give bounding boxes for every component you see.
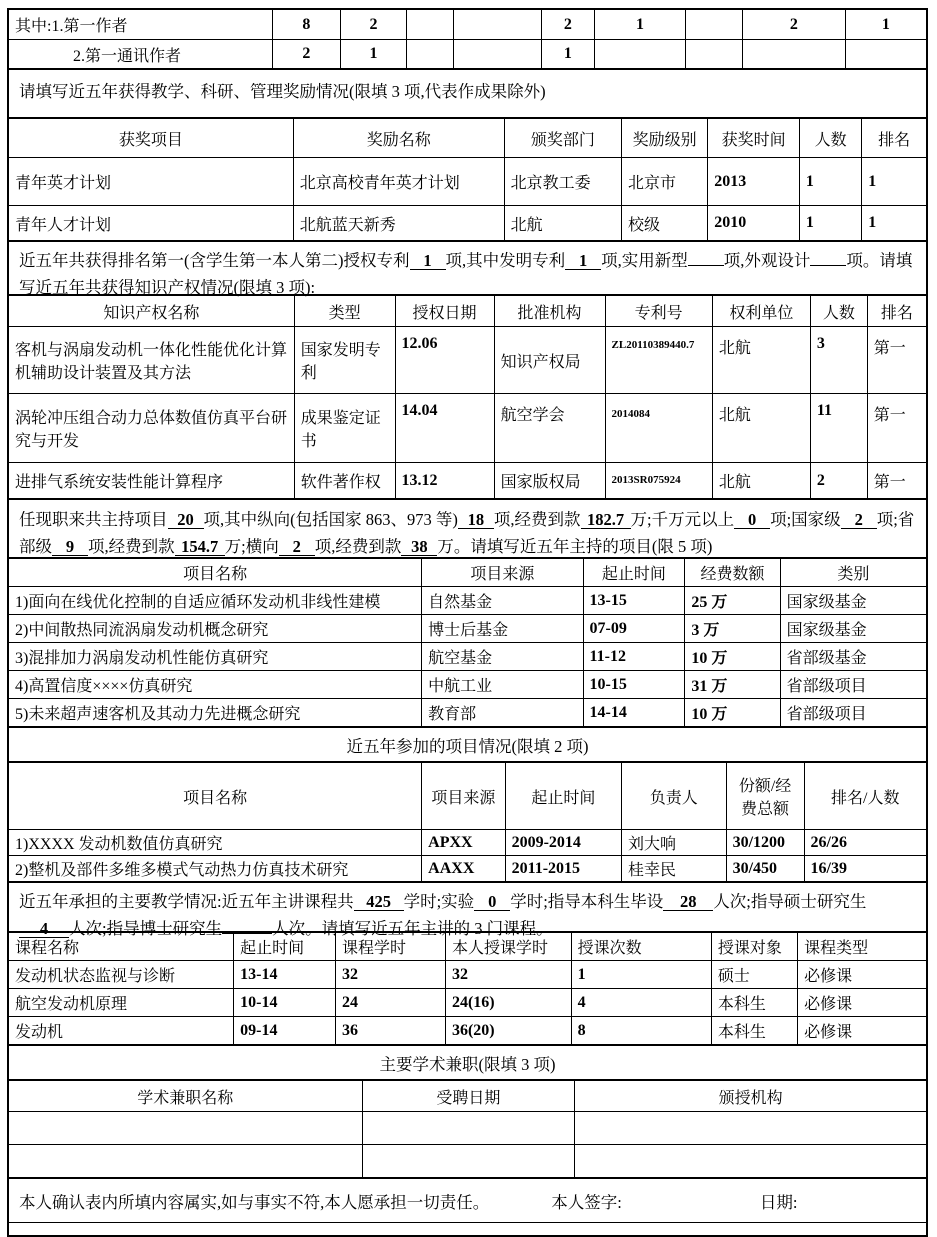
table-header-row bbox=[9, 763, 926, 830]
hosted-projects-table bbox=[9, 558, 926, 727]
table-cell: 必修课 bbox=[798, 1017, 926, 1045]
table-cell: 26/26 bbox=[804, 830, 926, 856]
table-cell: 1)XXXX 发动机数值仿真研究 bbox=[9, 830, 422, 856]
table-cell: 10-14 bbox=[234, 989, 336, 1017]
teaching-intro-paragraph bbox=[9, 882, 926, 938]
blank-field: 38 bbox=[401, 538, 437, 556]
paragraph-text: 项,经费到款 bbox=[88, 537, 175, 556]
row-label: 其中:1.第一作者 bbox=[9, 10, 272, 40]
table-cell: 13-14 bbox=[234, 961, 336, 989]
table-cell: 刘大响 bbox=[622, 830, 727, 856]
paragraph-text: 项。请填写近五年共获得知识产权情况(限填 3 项): bbox=[19, 251, 913, 297]
patent-number-cell: 2013SR075924 bbox=[605, 463, 712, 499]
paragraph-text: 项,外观设计 bbox=[723, 251, 811, 270]
table-cell: 3 万 bbox=[685, 615, 780, 643]
table-cell bbox=[454, 10, 541, 40]
table-cell: 2 bbox=[810, 463, 867, 499]
hosted-intro-paragraph bbox=[9, 499, 926, 558]
table-cell: 省部级项目 bbox=[780, 699, 926, 727]
table-cell: 24(16) bbox=[445, 989, 571, 1017]
header-cell: 授课次数 bbox=[571, 933, 711, 961]
table-row bbox=[9, 830, 926, 856]
table-cell: 软件著作权 bbox=[294, 463, 395, 499]
paragraph-text: 人次;指导博士研究生 bbox=[69, 919, 223, 938]
table-cell: 北京教工委 bbox=[504, 158, 621, 206]
header-cell: 排名/人数 bbox=[804, 763, 926, 830]
header-cell: 课程名称 bbox=[9, 933, 234, 961]
paragraph-text: 近五年承担的主要教学情况:近五年主讲课程共 bbox=[19, 892, 354, 911]
header-cell: 起止时间 bbox=[234, 933, 336, 961]
header-cell: 学术兼职名称 bbox=[9, 1081, 362, 1112]
posts-section-title: 主要学术兼职(限填 3 项) bbox=[9, 1045, 926, 1080]
paragraph-text: 项,其中发明专利 bbox=[445, 251, 566, 270]
table-cell: 省部级基金 bbox=[780, 643, 926, 671]
paragraph-text: 学时;实验 bbox=[403, 892, 475, 911]
table-header-row bbox=[9, 559, 926, 587]
table-cell: 2 bbox=[743, 10, 846, 40]
header-cell: 颁授机构 bbox=[575, 1081, 926, 1112]
blank-field: 1 bbox=[565, 252, 601, 270]
table-cell: 07-09 bbox=[583, 615, 685, 643]
table-cell: 发动机 bbox=[9, 1017, 234, 1045]
table-cell: 航空发动机原理 bbox=[9, 989, 234, 1017]
table-cell: 3 bbox=[810, 327, 867, 394]
table-cell bbox=[362, 1145, 575, 1178]
table-cell: 客机与涡扇发动机一体化性能优化计算机辅助设计装置及其方法 bbox=[9, 327, 294, 394]
table-cell: APXX bbox=[422, 830, 505, 856]
blank-field: 2 bbox=[841, 511, 877, 529]
table-cell: 1 bbox=[845, 10, 926, 40]
table-cell bbox=[9, 1145, 362, 1178]
table-cell: 本科生 bbox=[711, 1017, 797, 1045]
academic-posts-table bbox=[9, 1080, 926, 1178]
blank-field: 182.7 bbox=[581, 511, 631, 529]
table-cell: 省部级项目 bbox=[780, 671, 926, 699]
table-row bbox=[9, 327, 926, 394]
table-row bbox=[9, 206, 926, 241]
header-cell: 人数 bbox=[810, 296, 867, 327]
table-cell bbox=[595, 40, 686, 69]
header-cell: 知识产权名称 bbox=[9, 296, 294, 327]
table-cell: 航空基金 bbox=[422, 643, 583, 671]
table-cell: 博士后基金 bbox=[422, 615, 583, 643]
table-row bbox=[9, 615, 926, 643]
table-cell: 国家发明专利 bbox=[294, 327, 395, 394]
patent-number-cell: 2014084 bbox=[605, 394, 712, 463]
header-cell: 负责人 bbox=[622, 763, 727, 830]
header-cell: 获奖时间 bbox=[708, 119, 800, 158]
header-cell: 类别 bbox=[780, 559, 926, 587]
table-cell: 8 bbox=[272, 10, 340, 40]
header-cell: 权利单位 bbox=[712, 296, 810, 327]
table-header-row bbox=[9, 1081, 926, 1112]
table-cell: 14.04 bbox=[395, 394, 494, 463]
date-label: 日期: bbox=[759, 1193, 798, 1212]
table-cell: 知识产权局 bbox=[494, 327, 605, 394]
table-cell: 16/39 bbox=[804, 856, 926, 882]
table-cell: 32 bbox=[445, 961, 571, 989]
table-cell bbox=[685, 40, 742, 69]
table-cell: 2010 bbox=[708, 206, 800, 241]
table-cell: 国家版权局 bbox=[494, 463, 605, 499]
table-cell: 必修课 bbox=[798, 961, 926, 989]
table-cell: 4)高置信度××××仿真研究 bbox=[9, 671, 422, 699]
header-cell: 人数 bbox=[799, 119, 861, 158]
table-cell: 2013 bbox=[708, 158, 800, 206]
table-cell: 硕士 bbox=[711, 961, 797, 989]
blank-field: 18 bbox=[458, 511, 494, 529]
paragraph-text: 项,其中纵向(包括国家 863、973 等) bbox=[203, 510, 458, 529]
header-cell: 经费数额 bbox=[685, 559, 780, 587]
paragraph-text: 近五年共获得排名第一(含学生第一本人第二)授权专利 bbox=[19, 251, 410, 270]
table-cell: 青年人才计划 bbox=[9, 206, 293, 241]
table-cell: 中航工业 bbox=[422, 671, 583, 699]
table-cell: 北航 bbox=[504, 206, 621, 241]
table-row bbox=[9, 856, 926, 882]
bottom-partial-row bbox=[9, 1223, 926, 1235]
header-cell: 起止时间 bbox=[505, 763, 621, 830]
paragraph-text: 万;横向 bbox=[224, 537, 279, 556]
header-cell: 奖励名称 bbox=[293, 119, 504, 158]
blank-field bbox=[688, 265, 724, 266]
header-cell: 份额/经费总额 bbox=[726, 763, 804, 830]
table-cell: 32 bbox=[335, 961, 445, 989]
blank-field: 0 bbox=[734, 511, 770, 529]
paragraph-text: 学时;指导本科生毕设 bbox=[510, 892, 664, 911]
table-cell: 10 万 bbox=[685, 699, 780, 727]
table-cell bbox=[743, 40, 846, 69]
table-row bbox=[9, 10, 926, 40]
table-cell: 进排气系统安装性能计算程序 bbox=[9, 463, 294, 499]
table-row bbox=[9, 699, 926, 727]
table-cell: 10-15 bbox=[583, 671, 685, 699]
awards-table bbox=[9, 118, 926, 241]
table-cell: 11-12 bbox=[583, 643, 685, 671]
table-cell: 2011-2015 bbox=[505, 856, 621, 882]
table-row bbox=[9, 1112, 926, 1145]
header-cell: 受聘日期 bbox=[362, 1081, 575, 1112]
table-cell: 必修课 bbox=[798, 989, 926, 1017]
courses-table bbox=[9, 932, 926, 1045]
table-header-row bbox=[9, 119, 926, 158]
participated-projects-table bbox=[9, 762, 926, 882]
ip-intro-paragraph bbox=[9, 241, 926, 295]
table-cell bbox=[454, 40, 541, 69]
table-row bbox=[9, 989, 926, 1017]
blank-field: 1 bbox=[410, 252, 446, 270]
table-cell: 3)混排加力涡扇发动机性能仿真研究 bbox=[9, 643, 422, 671]
table-cell: 8 bbox=[571, 1017, 711, 1045]
header-cell: 授权日期 bbox=[395, 296, 494, 327]
paragraph-text: 人次;指导硕士研究生 bbox=[713, 892, 867, 911]
table-cell: 25 万 bbox=[685, 587, 780, 615]
table-row bbox=[9, 463, 926, 499]
table-cell: 北航 bbox=[712, 394, 810, 463]
header-cell: 排名 bbox=[867, 296, 926, 327]
table-cell: 1 bbox=[340, 40, 406, 69]
table-row bbox=[9, 1017, 926, 1045]
table-cell: 1 bbox=[571, 961, 711, 989]
authorship-table bbox=[9, 10, 926, 69]
table-cell: 北京高校青年英才计划 bbox=[293, 158, 504, 206]
table-cell: 09-14 bbox=[234, 1017, 336, 1045]
table-cell: 12.06 bbox=[395, 327, 494, 394]
table-cell: 11 bbox=[810, 394, 867, 463]
table-row bbox=[9, 394, 926, 463]
blank-field: 4 bbox=[19, 920, 69, 938]
awards-intro-paragraph: 请填写近五年获得教学、科研、管理奖励情况(限填 3 项,代表作成果除外) bbox=[9, 69, 926, 118]
table-row bbox=[9, 40, 926, 69]
header-cell: 本人授课学时 bbox=[445, 933, 571, 961]
table-cell bbox=[575, 1112, 926, 1145]
table-cell: 5)未来超声速客机及其动力先进概念研究 bbox=[9, 699, 422, 727]
table-cell: 自然基金 bbox=[422, 587, 583, 615]
table-cell: 国家级基金 bbox=[780, 615, 926, 643]
table-cell bbox=[407, 40, 454, 69]
table-cell: 2 bbox=[272, 40, 340, 69]
table-row bbox=[9, 158, 926, 206]
table-cell: 国家级基金 bbox=[780, 587, 926, 615]
table-cell: 第一 bbox=[867, 394, 926, 463]
table-cell: AAXX bbox=[422, 856, 505, 882]
header-cell: 专利号 bbox=[605, 296, 712, 327]
paragraph-text: 项,经费到款 bbox=[493, 510, 581, 529]
table-cell: 北航蓝天新秀 bbox=[293, 206, 504, 241]
blank-field: 2 bbox=[279, 538, 315, 556]
table-cell: 2009-2014 bbox=[505, 830, 621, 856]
blank-field: 154.7 bbox=[175, 538, 225, 556]
header-cell: 颁奖部门 bbox=[504, 119, 621, 158]
header-cell: 课程类型 bbox=[798, 933, 926, 961]
table-cell: 13-15 bbox=[583, 587, 685, 615]
header-cell: 项目来源 bbox=[422, 763, 505, 830]
paragraph-text: 项,经费到款 bbox=[314, 537, 402, 556]
signature-label: 本人签字: bbox=[551, 1193, 622, 1212]
table-cell bbox=[407, 10, 454, 40]
table-cell bbox=[9, 1112, 362, 1145]
blank-field: 425 bbox=[354, 893, 404, 911]
header-cell: 项目来源 bbox=[422, 559, 583, 587]
table-cell: 第一 bbox=[867, 463, 926, 499]
header-cell: 授课对象 bbox=[711, 933, 797, 961]
header-cell: 课程学时 bbox=[335, 933, 445, 961]
header-cell: 获奖项目 bbox=[9, 119, 293, 158]
paragraph-text: 项,实用新型 bbox=[601, 251, 688, 270]
table-cell: 校级 bbox=[622, 206, 708, 241]
paragraph-text: 万。请填写近五年主持的项目(限 5 项) bbox=[437, 537, 713, 556]
table-header-row bbox=[9, 296, 926, 327]
table-cell: 13.12 bbox=[395, 463, 494, 499]
blank-field bbox=[222, 933, 272, 934]
table-cell: 1 bbox=[799, 158, 861, 206]
table-cell: 成果鉴定证书 bbox=[294, 394, 395, 463]
ip-table bbox=[9, 295, 926, 499]
table-cell: 青年英才计划 bbox=[9, 158, 293, 206]
header-cell: 排名 bbox=[862, 119, 926, 158]
table-cell: 教育部 bbox=[422, 699, 583, 727]
table-row bbox=[9, 1145, 926, 1178]
table-cell: 30/450 bbox=[726, 856, 804, 882]
blank-field: 9 bbox=[52, 538, 88, 556]
table-cell: 2 bbox=[340, 10, 406, 40]
table-cell bbox=[575, 1145, 926, 1178]
table-row bbox=[9, 587, 926, 615]
table-cell: 航空学会 bbox=[494, 394, 605, 463]
table-row bbox=[9, 961, 926, 989]
header-cell: 类型 bbox=[294, 296, 395, 327]
table-cell: 北京市 bbox=[622, 158, 708, 206]
blank-field bbox=[810, 265, 846, 266]
table-cell: 1 bbox=[862, 206, 926, 241]
paragraph-text: 项;国家级 bbox=[770, 510, 841, 529]
table-cell: 发动机状态监视与诊断 bbox=[9, 961, 234, 989]
table-cell: 1 bbox=[862, 158, 926, 206]
table-cell bbox=[845, 40, 926, 69]
table-cell: 1)面向在线优化控制的自适应循环发动机非线性建模 bbox=[9, 587, 422, 615]
table-cell bbox=[362, 1112, 575, 1145]
table-row bbox=[9, 643, 926, 671]
table-cell: 北航 bbox=[712, 463, 810, 499]
blank-field: 0 bbox=[474, 893, 510, 911]
table-cell: 31 万 bbox=[685, 671, 780, 699]
table-cell bbox=[685, 10, 742, 40]
table-cell: 1 bbox=[541, 40, 595, 69]
table-cell: 本科生 bbox=[711, 989, 797, 1017]
table-cell: 4 bbox=[571, 989, 711, 1017]
table-cell: 2)整机及部件多维多模式气动热力仿真技术研究 bbox=[9, 856, 422, 882]
blank-field: 20 bbox=[168, 511, 204, 529]
blank-field: 28 bbox=[663, 893, 713, 911]
row-label: 2.第一通讯作者 bbox=[9, 40, 272, 69]
table-cell: 1 bbox=[799, 206, 861, 241]
table-cell: 10 万 bbox=[685, 643, 780, 671]
confirmation-row bbox=[9, 1178, 926, 1223]
table-cell: 涡轮冲压组合动力总体数值仿真平台研究与开发 bbox=[9, 394, 294, 463]
participated-section-title: 近五年参加的项目情况(限填 2 项) bbox=[9, 727, 926, 762]
table-cell: 桂幸民 bbox=[622, 856, 727, 882]
table-cell: 14-14 bbox=[583, 699, 685, 727]
header-cell: 批准机构 bbox=[494, 296, 605, 327]
table-cell: 36 bbox=[335, 1017, 445, 1045]
paragraph-text: 项;省部级 bbox=[19, 510, 915, 556]
table-cell: 第一 bbox=[867, 327, 926, 394]
table-cell: 2 bbox=[541, 10, 595, 40]
table-cell: 24 bbox=[335, 989, 445, 1017]
table-cell: 北航 bbox=[712, 327, 810, 394]
table-cell: 36(20) bbox=[445, 1017, 571, 1045]
table-cell: 1 bbox=[595, 10, 686, 40]
header-cell: 项目名称 bbox=[9, 763, 422, 830]
paragraph-text: 人次。请填写近五年主讲的 3 门课程。 bbox=[272, 919, 553, 938]
patent-number-cell: ZL20110389440.7 bbox=[605, 327, 712, 394]
confirmation-statement: 本人确认表内所填内容属实,如与事实不符,本人愿承担一切责任。 bbox=[19, 1193, 490, 1212]
table-row bbox=[9, 671, 926, 699]
table-cell: 30/1200 bbox=[726, 830, 804, 856]
paragraph-text: 万;千万元以上 bbox=[630, 510, 735, 529]
table-cell: 2)中间散热同流涡扇发动机概念研究 bbox=[9, 615, 422, 643]
paragraph-text: 任现职来共主持项目 bbox=[19, 510, 168, 529]
header-cell: 起止时间 bbox=[583, 559, 685, 587]
header-cell: 奖励级别 bbox=[622, 119, 708, 158]
form-page bbox=[7, 8, 928, 1237]
header-cell: 项目名称 bbox=[9, 559, 422, 587]
